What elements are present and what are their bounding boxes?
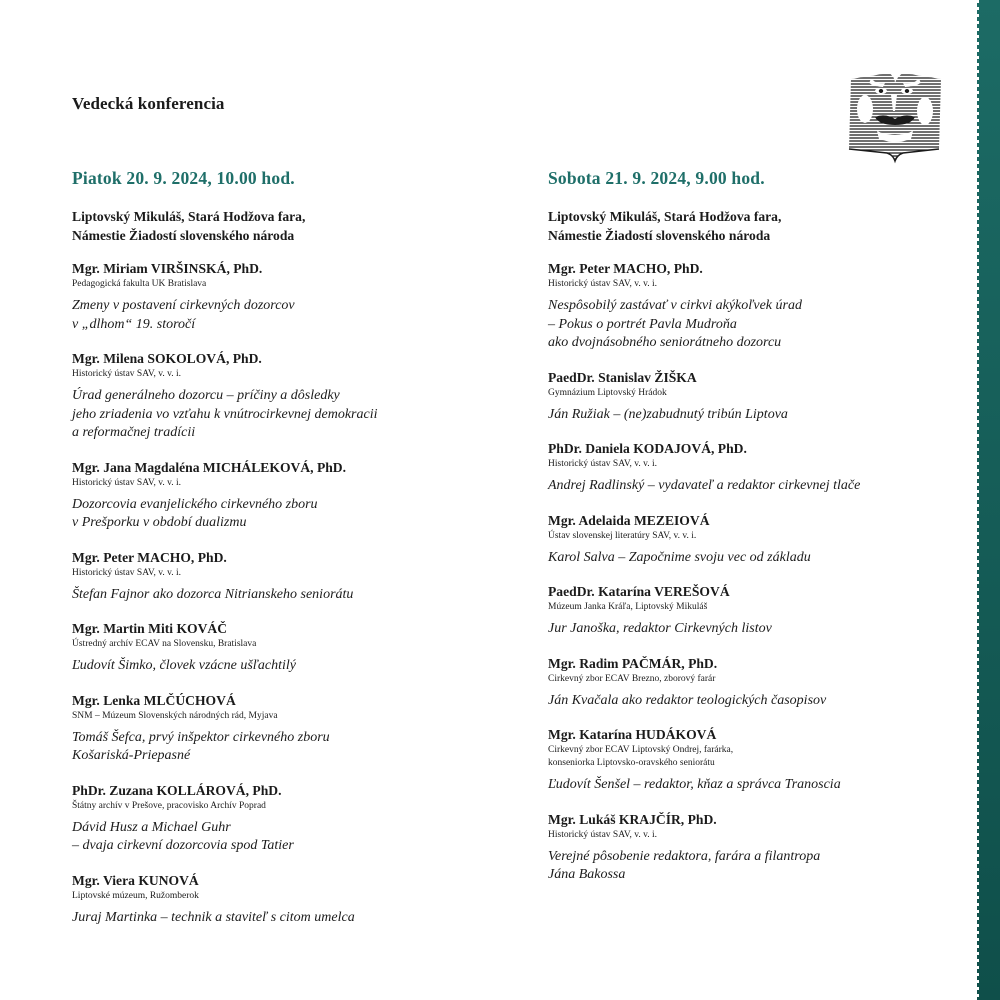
talk-title-line: Dávid Husz a Michael Guhr bbox=[72, 819, 231, 835]
speaker-name: Mgr. Lenka MLČÚCHOVÁ bbox=[72, 692, 236, 708]
talk-title-line: Ľudovít Šimko, človek vzácne ušľachtilý bbox=[72, 658, 296, 673]
talk-item bbox=[72, 350, 492, 443]
talk-title bbox=[72, 496, 492, 533]
talk-title bbox=[548, 477, 948, 496]
friday-column bbox=[72, 168, 492, 943]
perforation-edge bbox=[975, 0, 979, 1000]
talk-title-line: Andrej Radlinský – vydavateľ a redaktor cirkevnej tlače bbox=[548, 478, 861, 493]
speaker-affiliation: konseniorka Liptovsko-oravského seniorátu bbox=[548, 758, 715, 768]
talk-item bbox=[72, 260, 492, 334]
speaker-affiliation: Liptovské múzeum, Ružomberok bbox=[72, 890, 199, 901]
speaker-name: PhDr. Zuzana KOLLÁROVÁ, PhD. bbox=[72, 782, 282, 798]
speaker-name: Mgr. Peter MACHO, PhD. bbox=[72, 549, 227, 565]
talk-title bbox=[548, 297, 948, 353]
talk-item bbox=[548, 583, 948, 639]
talk-title-line: Dozorcovia evanjelického cirkevného zboru bbox=[72, 496, 318, 512]
talk-item bbox=[548, 811, 948, 885]
speaker-name: PaedDr. Katarína VEREŠOVÁ bbox=[548, 584, 730, 599]
speaker-name: Mgr. Katarína HUDÁKOVÁ bbox=[548, 727, 717, 742]
speaker-affiliation: Historický ústav SAV, v. v. i. bbox=[72, 567, 181, 578]
talk-title bbox=[548, 620, 948, 639]
venue-line: Námestie Žiadostí slovenského národa bbox=[548, 228, 771, 243]
talk-item bbox=[72, 872, 492, 928]
talk-title-line: Karol Salva – Započnime svoju vec od základu bbox=[548, 549, 811, 565]
talk-item bbox=[548, 440, 948, 496]
venue-line: Liptovský Mikuláš, Stará Hodžova fara, bbox=[548, 209, 782, 224]
speaker-name: PhDr. Daniela KODAJOVÁ, PhD. bbox=[548, 441, 747, 456]
talk-title-line: – Pokus o portrét Pavla Mudroňa bbox=[548, 316, 737, 332]
speaker-affiliation: Múzeum Janka Kráľa, Liptovský Mikuláš bbox=[548, 602, 708, 612]
speaker-affiliation: Historický ústav SAV, v. v. i. bbox=[548, 279, 657, 289]
speaker-affiliation: Historický ústav SAV, v. v. i. bbox=[548, 829, 657, 840]
talk-title-line: Zmeny v postavení cirkevných dozorcov bbox=[72, 298, 295, 313]
saturday-column bbox=[548, 168, 948, 901]
talk-title-line: Úrad generálneho dozorcu – príčiny a dôsledky bbox=[72, 388, 340, 403]
talk-title bbox=[72, 297, 492, 334]
talk-title bbox=[548, 406, 948, 425]
talk-item bbox=[548, 369, 948, 425]
speaker-affiliation: Cirkevný zbor ECAV Liptovský Ondrej, farárka, bbox=[548, 745, 734, 755]
talk-title bbox=[72, 387, 492, 443]
talk-item bbox=[72, 620, 492, 676]
speaker-affiliation: Historický ústav SAV, v. v. i. bbox=[72, 477, 181, 488]
page-title: Vedecká konferencia bbox=[72, 94, 225, 113]
speaker-name: PaedDr. Stanislav ŽIŠKA bbox=[548, 369, 697, 385]
talk-title-line: v „dlhom“ 19. storočí bbox=[72, 316, 196, 332]
talk-item bbox=[72, 459, 492, 533]
speaker-affiliation: Historický ústav SAV, v. v. i. bbox=[548, 459, 657, 469]
talk-item bbox=[72, 782, 492, 856]
talk-title-line: – dvaja cirkevní dozorcovia spod Tatier bbox=[72, 838, 294, 853]
book-portrait-icon bbox=[845, 69, 945, 165]
talk-title-line: Ľudovít Šenšel – redaktor, kňaz a správca Tranoscia bbox=[548, 777, 841, 792]
talk-title bbox=[72, 586, 492, 605]
speaker-affiliation: Ústredný archív ECAV na Slovensku, Bratislava bbox=[72, 639, 257, 649]
talk-item bbox=[548, 726, 948, 795]
speaker-name: Mgr. Peter MACHO, PhD. bbox=[548, 261, 703, 276]
talk-item bbox=[72, 692, 492, 766]
speaker-affiliation: Historický ústav SAV, v. v. i. bbox=[72, 369, 181, 379]
talk-title-line: Nespôsobilý zastávať v cirkvi akýkoľvek úrad bbox=[548, 298, 802, 313]
speaker-name: Mgr. Jana Magdaléna MICHÁLEKOVÁ, PhD. bbox=[72, 459, 347, 475]
talk-title-line: Jur Janoška, redaktor Cirkevných listov bbox=[548, 621, 772, 636]
speaker-name: Mgr. Milena SOKOLOVÁ, PhD. bbox=[72, 351, 262, 366]
speaker-name: Mgr. Viera KUNOVÁ bbox=[72, 872, 199, 888]
speaker-name: Mgr. Lukáš KRAJČÍR, PhD. bbox=[548, 811, 717, 827]
talk-title-line: Juraj Martinka – technik a staviteľ s citom umelca bbox=[72, 909, 355, 925]
venue bbox=[548, 207, 948, 245]
talk-item bbox=[548, 260, 948, 353]
day-heading-friday: Piatok 20. 9. 2024, 10.00 hod. bbox=[72, 168, 295, 188]
speaker-affiliation: Gymnázium Liptovský Hrádok bbox=[548, 387, 667, 398]
talk-title bbox=[72, 657, 492, 676]
talk-title-line: a reformačnej tradícii bbox=[72, 425, 196, 440]
talk-title bbox=[72, 819, 492, 856]
speaker-affiliation: Štátny archív v Prešove, pracovisko Archív Poprad bbox=[72, 800, 266, 811]
speaker-name: Mgr. Radim PAČMÁR, PhD. bbox=[548, 655, 718, 671]
talk-item bbox=[72, 549, 492, 605]
talk-title-line: Verejné pôsobenie redaktora, farára a filantropa bbox=[548, 848, 821, 864]
talk-title-line: Jána Bakossa bbox=[548, 867, 626, 882]
talk-title-line: Tomáš Šefca, prvý inšpektor cirkevného zboru bbox=[72, 729, 330, 745]
talk-title bbox=[72, 909, 492, 928]
talk-title bbox=[548, 776, 948, 795]
speaker-affiliation: Ústav slovenskej literatúry SAV, v. v. i. bbox=[548, 530, 697, 541]
talk-title bbox=[72, 729, 492, 766]
talk-title-line: Ján Kvačala ako redaktor teologických časopisov bbox=[548, 692, 827, 708]
talk-title-line: Ján Ružiak – (ne)zabudnutý tribún Liptova bbox=[548, 406, 788, 422]
talk-title-line: jeho zriadenia vo vzťahu k vnútrocirkevnej demokracii bbox=[72, 406, 378, 422]
day-heading-saturday: Sobota 21. 9. 2024, 9.00 hod. bbox=[548, 168, 765, 188]
venue-line: Liptovský Mikuláš, Stará Hodžova fara, bbox=[72, 209, 306, 224]
venue bbox=[72, 207, 492, 245]
speaker-name: Mgr. Miriam VIRŠINSKÁ, PhD. bbox=[72, 261, 263, 276]
talk-item bbox=[548, 512, 948, 568]
talk-title-line: v Prešporku v období dualizmu bbox=[72, 515, 247, 530]
talk-title-line: ako dvojnásobného seniorátneho dozorcu bbox=[548, 335, 782, 350]
speaker-affiliation: Pedagogická fakulta UK Bratislava bbox=[72, 279, 207, 289]
talk-title bbox=[548, 848, 948, 885]
talk-title bbox=[548, 692, 948, 711]
speaker-name: Mgr. Martin Miti KOVÁČ bbox=[72, 621, 228, 636]
talk-title-line: Štefan Fajnor ako dozorca Nitrianskeho seniorátu bbox=[72, 586, 354, 602]
venue-line: Námestie Žiadostí slovenského národa bbox=[72, 228, 295, 243]
speaker-name: Mgr. Adelaida MEZEIOVÁ bbox=[548, 512, 710, 528]
decorative-side-strip bbox=[977, 0, 1000, 1000]
talk-title-line: Košariská-Priepasné bbox=[72, 748, 191, 763]
talk-item bbox=[548, 655, 948, 711]
talk-title bbox=[548, 549, 948, 568]
speaker-affiliation: Cirkevný zbor ECAV Brezno, zborový farár bbox=[548, 673, 716, 684]
speaker-affiliation: SNM – Múzeum Slovenských národných rád, Myjava bbox=[72, 710, 278, 721]
